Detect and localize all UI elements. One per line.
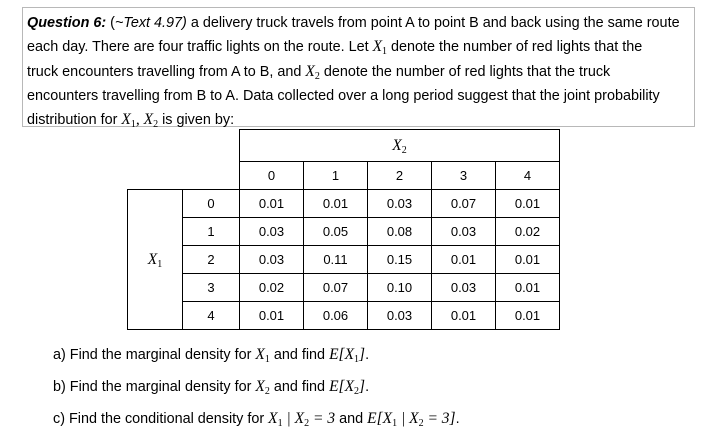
- intro-text-3a: truck encounters travelling from A to B, and: [27, 64, 306, 80]
- table-cell: 0.01: [240, 302, 304, 330]
- question-b: b) Find the marginal density for X2 and find E[X2].: [53, 378, 370, 397]
- table-row: [128, 302, 560, 330]
- intro-line-2: [27, 35, 691, 60]
- column-header: 1: [304, 162, 368, 190]
- table-cell: 0.03: [368, 302, 432, 330]
- column-header: 4: [496, 162, 560, 190]
- table-cell: 0.08: [368, 218, 432, 246]
- intro-text-5a: distribution for: [27, 112, 122, 128]
- intro-text-5b: is given by:: [158, 112, 235, 128]
- table-cell: 0.01: [240, 190, 304, 218]
- table-cell: 0.01: [496, 246, 560, 274]
- table-cell: 0.01: [496, 190, 560, 218]
- table-row: [128, 190, 560, 218]
- table-cell: 0.11: [304, 246, 368, 274]
- table-cell: 0.07: [304, 274, 368, 302]
- table-row: [128, 246, 560, 274]
- row-label: 0: [183, 190, 240, 218]
- intro-line-4: encounters travelling from B to A. Data collected over a long period suggest that the joint probability: [27, 88, 660, 104]
- column-header: 2: [368, 162, 432, 190]
- ref-open: (: [106, 15, 115, 31]
- table-cell: 0.15: [368, 246, 432, 274]
- var-x1: X1: [372, 38, 388, 57]
- table-row: [128, 274, 560, 302]
- question-c: c) Find the conditional density for X1 | X2 = 3 and E[X1 | X2 = 3].: [53, 410, 460, 429]
- intro-text-1: a delivery truck travels from point A to point B and back using the same route: [186, 15, 680, 31]
- table-cell: 0.02: [240, 274, 304, 302]
- row-variable-header: X1: [128, 190, 183, 330]
- column-header: 3: [432, 162, 496, 190]
- table-cell: 0.01: [432, 302, 496, 330]
- table-row: [128, 218, 560, 246]
- question-intro: [27, 12, 691, 133]
- table-cell: 0.01: [432, 246, 496, 274]
- column-header: 0: [240, 162, 304, 190]
- var-x1x2: X1, X2: [121, 111, 159, 130]
- intro-text-3b: denote the number of red lights that the truck: [319, 64, 611, 80]
- intro-line-3: [27, 60, 691, 85]
- table-cell: 0.03: [368, 190, 432, 218]
- question-a: a) Find the marginal density for X1 and find E[X1].: [53, 346, 370, 365]
- intro-text-2b: denote the number of red lights that the: [387, 39, 643, 55]
- var-x2: X2: [305, 63, 320, 82]
- table-cell: 0.06: [304, 302, 368, 330]
- row-label: 1: [183, 218, 240, 246]
- text-reference: ~Text 4.97): [114, 15, 187, 31]
- intro-text-2a: each day. There are four traffic lights on the route. Let: [27, 39, 373, 55]
- question-label: Question 6:: [27, 15, 107, 31]
- table-cell: 0.03: [432, 218, 496, 246]
- table-cell: 0.01: [496, 302, 560, 330]
- table-cell: 0.07: [432, 190, 496, 218]
- table-cell: 0.01: [496, 274, 560, 302]
- joint-probability-table: [127, 129, 560, 330]
- row-label: 3: [183, 274, 240, 302]
- row-label: 4: [183, 302, 240, 330]
- row-label: 2: [183, 246, 240, 274]
- table-cell: 0.05: [304, 218, 368, 246]
- table-cell: 0.01: [304, 190, 368, 218]
- column-variable-header: X2: [240, 130, 560, 162]
- table-cell: 0.02: [496, 218, 560, 246]
- table-cell: 0.03: [240, 218, 304, 246]
- table-cell: 0.10: [368, 274, 432, 302]
- table-cell: 0.03: [432, 274, 496, 302]
- intro-line-1: [27, 12, 691, 35]
- table-cell: 0.03: [240, 246, 304, 274]
